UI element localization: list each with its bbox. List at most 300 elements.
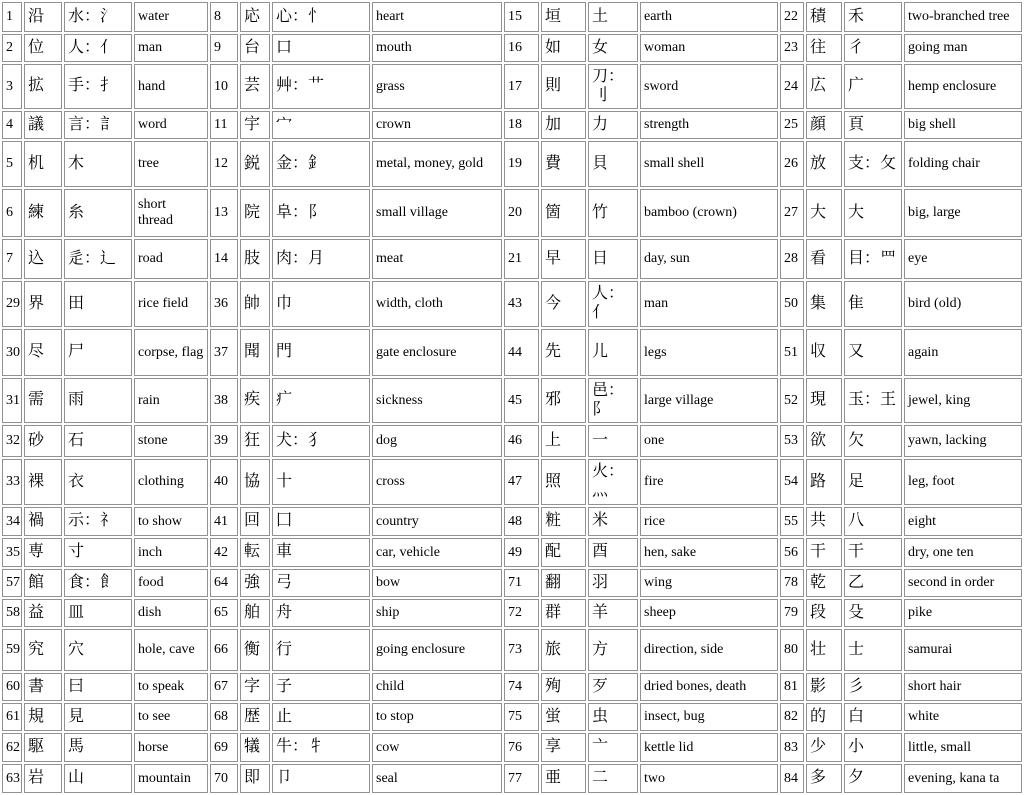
- entry-number-cell: 82: [780, 703, 804, 731]
- meaning-cell: short thread: [134, 189, 208, 237]
- meaning-cell: large village: [640, 378, 778, 423]
- meaning-cell: hen, sake: [640, 538, 778, 567]
- meaning-cell: word: [134, 111, 208, 139]
- example-kanji-cell: 回: [240, 507, 270, 536]
- entry-number-cell: 49: [504, 538, 539, 567]
- entry-number-cell: 6: [2, 189, 22, 237]
- radical-cell: 又: [844, 329, 902, 376]
- example-kanji-cell: 規: [24, 703, 62, 731]
- entry-number-cell: 75: [504, 703, 539, 731]
- example-kanji-cell: 影: [806, 673, 842, 701]
- example-kanji-cell: 込: [24, 239, 62, 279]
- radical-cell: 殳: [844, 599, 902, 627]
- radical-cell: 虫: [588, 703, 638, 731]
- radical-cell: 八: [844, 507, 902, 536]
- entry-number-cell: 48: [504, 507, 539, 536]
- entry-number-cell: 45: [504, 378, 539, 423]
- example-kanji-cell: 位: [24, 34, 62, 62]
- meaning-cell: again: [904, 329, 1022, 376]
- example-kanji-cell: 干: [806, 538, 842, 567]
- radical-cell: 支：攵: [844, 141, 902, 187]
- entry-number-cell: 57: [2, 569, 22, 597]
- radical-cell: 火：灬: [588, 459, 638, 505]
- meaning-cell: hand: [134, 64, 208, 109]
- example-kanji-cell: 欲: [806, 425, 842, 457]
- meaning-cell: dog: [372, 425, 502, 457]
- entry-number-cell: 5: [2, 141, 22, 187]
- entry-number-cell: 40: [210, 459, 238, 505]
- table-row: [2, 569, 1022, 597]
- example-kanji-cell: 看: [806, 239, 842, 279]
- entry-number-cell: 70: [210, 764, 238, 793]
- radical-cell: 大: [844, 189, 902, 237]
- meaning-cell: day, sun: [640, 239, 778, 279]
- example-kanji-cell: 犠: [240, 733, 270, 762]
- meaning-cell: direction, side: [640, 629, 778, 671]
- example-kanji-cell: 今: [541, 281, 586, 327]
- example-kanji-cell: 界: [24, 281, 62, 327]
- meaning-cell: water: [134, 2, 208, 32]
- example-kanji-cell: 共: [806, 507, 842, 536]
- meaning-cell: sword: [640, 64, 778, 109]
- radical-cell: 力: [588, 111, 638, 139]
- entry-number-cell: 66: [210, 629, 238, 671]
- example-kanji-cell: 先: [541, 329, 586, 376]
- meaning-cell: samurai: [904, 629, 1022, 671]
- radical-cell: 彳: [844, 34, 902, 62]
- radical-cell: 刀：刂: [588, 64, 638, 109]
- entry-number-cell: 17: [504, 64, 539, 109]
- entry-number-cell: 2: [2, 34, 22, 62]
- example-kanji-cell: 鋭: [240, 141, 270, 187]
- example-kanji-cell: 上: [541, 425, 586, 457]
- meaning-cell: food: [134, 569, 208, 597]
- meaning-cell: to see: [134, 703, 208, 731]
- entry-number-cell: 81: [780, 673, 804, 701]
- entry-number-cell: 26: [780, 141, 804, 187]
- example-kanji-cell: 字: [240, 673, 270, 701]
- example-kanji-cell: 尽: [24, 329, 62, 376]
- example-kanji-cell: 積: [806, 2, 842, 32]
- radical-cell: 二: [588, 764, 638, 793]
- radical-cell: 雨: [64, 378, 132, 423]
- radical-cell: 隹: [844, 281, 902, 327]
- entry-number-cell: 22: [780, 2, 804, 32]
- entry-number-cell: 7: [2, 239, 22, 279]
- radical-cell: 行: [272, 629, 370, 671]
- entry-number-cell: 39: [210, 425, 238, 457]
- meaning-cell: car, vehicle: [372, 538, 502, 567]
- example-kanji-cell: 歴: [240, 703, 270, 731]
- radical-cell: 一: [588, 425, 638, 457]
- entry-number-cell: 16: [504, 34, 539, 62]
- example-kanji-cell: 享: [541, 733, 586, 762]
- entry-number-cell: 24: [780, 64, 804, 109]
- meaning-cell: kettle lid: [640, 733, 778, 762]
- entry-number-cell: 76: [504, 733, 539, 762]
- radical-cell: 曰: [64, 673, 132, 701]
- example-kanji-cell: 裸: [24, 459, 62, 505]
- entry-number-cell: 47: [504, 459, 539, 505]
- radical-cell: 木: [64, 141, 132, 187]
- radical-cell: 山: [64, 764, 132, 793]
- entry-number-cell: 55: [780, 507, 804, 536]
- radical-cell: 女: [588, 34, 638, 62]
- example-kanji-cell: 路: [806, 459, 842, 505]
- entry-number-cell: 46: [504, 425, 539, 457]
- radical-cell: 艸：艹: [272, 64, 370, 109]
- radical-cell: 乙: [844, 569, 902, 597]
- entry-number-cell: 60: [2, 673, 22, 701]
- example-kanji-cell: 転: [240, 538, 270, 567]
- radical-cell: 口: [272, 34, 370, 62]
- entry-number-cell: 44: [504, 329, 539, 376]
- radical-cell: 犬：犭: [272, 425, 370, 457]
- example-kanji-cell: 台: [240, 34, 270, 62]
- radical-cell: 止: [272, 703, 370, 731]
- table-row: [2, 459, 1022, 505]
- example-kanji-cell: 配: [541, 538, 586, 567]
- radical-cell: 亠: [588, 733, 638, 762]
- meaning-cell: heart: [372, 2, 502, 32]
- table-row: [2, 34, 1022, 62]
- radical-cell: 田: [64, 281, 132, 327]
- meaning-cell: short hair: [904, 673, 1022, 701]
- example-kanji-cell: 箇: [541, 189, 586, 237]
- meaning-cell: going enclosure: [372, 629, 502, 671]
- example-kanji-cell: 早: [541, 239, 586, 279]
- table-row: [2, 64, 1022, 109]
- entry-number-cell: 11: [210, 111, 238, 139]
- entry-number-cell: 10: [210, 64, 238, 109]
- meaning-cell: bamboo (crown): [640, 189, 778, 237]
- meaning-cell: mouth: [372, 34, 502, 62]
- radicals-table-body: [2, 2, 1022, 793]
- radical-cell: 羽: [588, 569, 638, 597]
- example-kanji-cell: 加: [541, 111, 586, 139]
- radical-cell: 彡: [844, 673, 902, 701]
- radical-cell: 心：忄: [272, 2, 370, 32]
- example-kanji-cell: 練: [24, 189, 62, 237]
- radical-cell: 言：訁: [64, 111, 132, 139]
- radical-cell: 足: [844, 459, 902, 505]
- example-kanji-cell: 群: [541, 599, 586, 627]
- entry-number-cell: 77: [504, 764, 539, 793]
- meaning-cell: going man: [904, 34, 1022, 62]
- table-row: [2, 281, 1022, 327]
- radical-cell: 白: [844, 703, 902, 731]
- example-kanji-cell: 沿: [24, 2, 62, 32]
- example-kanji-cell: 翻: [541, 569, 586, 597]
- entry-number-cell: 52: [780, 378, 804, 423]
- radical-cell: 十: [272, 459, 370, 505]
- entry-number-cell: 35: [2, 538, 22, 567]
- entry-number-cell: 78: [780, 569, 804, 597]
- meaning-cell: to stop: [372, 703, 502, 731]
- entry-number-cell: 4: [2, 111, 22, 139]
- meaning-cell: sickness: [372, 378, 502, 423]
- table-row: [2, 111, 1022, 139]
- example-kanji-cell: 協: [240, 459, 270, 505]
- example-kanji-cell: 究: [24, 629, 62, 671]
- radical-cell: 頁: [844, 111, 902, 139]
- entry-number-cell: 54: [780, 459, 804, 505]
- example-kanji-cell: 壮: [806, 629, 842, 671]
- example-kanji-cell: 益: [24, 599, 62, 627]
- meaning-cell: dry, one ten: [904, 538, 1022, 567]
- entry-number-cell: 56: [780, 538, 804, 567]
- example-kanji-cell: 専: [24, 538, 62, 567]
- entry-number-cell: 29: [2, 281, 22, 327]
- meaning-cell: rain: [134, 378, 208, 423]
- meaning-cell: to show: [134, 507, 208, 536]
- radical-cell: 糸: [64, 189, 132, 237]
- meaning-cell: gate enclosure: [372, 329, 502, 376]
- radical-cell: 禾: [844, 2, 902, 32]
- example-kanji-cell: 如: [541, 34, 586, 62]
- table-row: [2, 239, 1022, 279]
- meaning-cell: strength: [640, 111, 778, 139]
- radical-cell: 手：扌: [64, 64, 132, 109]
- entry-number-cell: 27: [780, 189, 804, 237]
- example-kanji-cell: 禍: [24, 507, 62, 536]
- meaning-cell: eight: [904, 507, 1022, 536]
- table-row: [2, 189, 1022, 237]
- entry-number-cell: 50: [780, 281, 804, 327]
- meaning-cell: man: [640, 281, 778, 327]
- meaning-cell: tree: [134, 141, 208, 187]
- radical-cell: 玉：王: [844, 378, 902, 423]
- example-kanji-cell: 往: [806, 34, 842, 62]
- entry-number-cell: 21: [504, 239, 539, 279]
- entry-number-cell: 18: [504, 111, 539, 139]
- meaning-cell: bird (old): [904, 281, 1022, 327]
- meaning-cell: small village: [372, 189, 502, 237]
- meaning-cell: eye: [904, 239, 1022, 279]
- meaning-cell: evening, kana ta: [904, 764, 1022, 793]
- entry-number-cell: 67: [210, 673, 238, 701]
- entry-number-cell: 3: [2, 64, 22, 109]
- entry-number-cell: 59: [2, 629, 22, 671]
- example-kanji-cell: 段: [806, 599, 842, 627]
- meaning-cell: two: [640, 764, 778, 793]
- meaning-cell: mountain: [134, 764, 208, 793]
- meaning-cell: yawn, lacking: [904, 425, 1022, 457]
- radical-cell: 竹: [588, 189, 638, 237]
- example-kanji-cell: 蛍: [541, 703, 586, 731]
- radical-cell: 車: [272, 538, 370, 567]
- meaning-cell: width, cloth: [372, 281, 502, 327]
- entry-number-cell: 12: [210, 141, 238, 187]
- example-kanji-cell: 狂: [240, 425, 270, 457]
- example-kanji-cell: 放: [806, 141, 842, 187]
- meaning-cell: dried bones, death: [640, 673, 778, 701]
- entry-number-cell: 62: [2, 733, 22, 762]
- meaning-cell: man: [134, 34, 208, 62]
- example-kanji-cell: 帥: [240, 281, 270, 327]
- example-kanji-cell: 亜: [541, 764, 586, 793]
- entry-number-cell: 58: [2, 599, 22, 627]
- radical-cell: 辵：辶: [64, 239, 132, 279]
- meaning-cell: folding chair: [904, 141, 1022, 187]
- radical-cell: 士: [844, 629, 902, 671]
- meaning-cell: inch: [134, 538, 208, 567]
- table-row: [2, 2, 1022, 32]
- table-row: [2, 673, 1022, 701]
- meaning-cell: sheep: [640, 599, 778, 627]
- meaning-cell: corpse, flag: [134, 329, 208, 376]
- entry-number-cell: 37: [210, 329, 238, 376]
- meaning-cell: cow: [372, 733, 502, 762]
- radical-cell: 日: [588, 239, 638, 279]
- table-row: [2, 764, 1022, 793]
- meaning-cell: white: [904, 703, 1022, 731]
- meaning-cell: fire: [640, 459, 778, 505]
- entry-number-cell: 68: [210, 703, 238, 731]
- radical-cell: 羊: [588, 599, 638, 627]
- entry-number-cell: 9: [210, 34, 238, 62]
- meaning-cell: cross: [372, 459, 502, 505]
- entry-number-cell: 30: [2, 329, 22, 376]
- meaning-cell: earth: [640, 2, 778, 32]
- example-kanji-cell: 現: [806, 378, 842, 423]
- radical-cell: 人：亻: [588, 281, 638, 327]
- table-row: [2, 629, 1022, 671]
- radical-cell: 皿: [64, 599, 132, 627]
- entry-number-cell: 38: [210, 378, 238, 423]
- example-kanji-cell: 垣: [541, 2, 586, 32]
- table-row: [2, 425, 1022, 457]
- meaning-cell: to speak: [134, 673, 208, 701]
- radical-cell: 疒: [272, 378, 370, 423]
- meaning-cell: bow: [372, 569, 502, 597]
- example-kanji-cell: 大: [806, 189, 842, 237]
- meaning-cell: woman: [640, 34, 778, 62]
- entry-number-cell: 79: [780, 599, 804, 627]
- entry-number-cell: 64: [210, 569, 238, 597]
- entry-number-cell: 23: [780, 34, 804, 62]
- entry-number-cell: 84: [780, 764, 804, 793]
- meaning-cell: stone: [134, 425, 208, 457]
- entry-number-cell: 20: [504, 189, 539, 237]
- radical-cell: 目：罒: [844, 239, 902, 279]
- entry-number-cell: 63: [2, 764, 22, 793]
- meaning-cell: big shell: [904, 111, 1022, 139]
- radical-cell: 肉：月: [272, 239, 370, 279]
- radical-cell: 人：亻: [64, 34, 132, 62]
- radical-cell: 子: [272, 673, 370, 701]
- example-kanji-cell: 拡: [24, 64, 62, 109]
- entry-number-cell: 14: [210, 239, 238, 279]
- radical-cell: 干: [844, 538, 902, 567]
- radical-cell: 阜：阝: [272, 189, 370, 237]
- meaning-cell: road: [134, 239, 208, 279]
- radical-cell: 見: [64, 703, 132, 731]
- radical-cell: 囗: [272, 507, 370, 536]
- radical-cell: 米: [588, 507, 638, 536]
- entry-number-cell: 13: [210, 189, 238, 237]
- example-kanji-cell: 殉: [541, 673, 586, 701]
- meaning-cell: ship: [372, 599, 502, 627]
- entry-number-cell: 69: [210, 733, 238, 762]
- radical-cell: 土: [588, 2, 638, 32]
- radical-cell: 穴: [64, 629, 132, 671]
- radical-cell: 巾: [272, 281, 370, 327]
- table-row: [2, 703, 1022, 731]
- entry-number-cell: 1: [2, 2, 22, 32]
- example-kanji-cell: 館: [24, 569, 62, 597]
- example-kanji-cell: 肢: [240, 239, 270, 279]
- meaning-cell: seal: [372, 764, 502, 793]
- meaning-cell: dish: [134, 599, 208, 627]
- example-kanji-cell: 乾: [806, 569, 842, 597]
- example-kanji-cell: 粧: [541, 507, 586, 536]
- meaning-cell: second in order: [904, 569, 1022, 597]
- entry-number-cell: 83: [780, 733, 804, 762]
- meaning-cell: clothing: [134, 459, 208, 505]
- meaning-cell: hemp enclosure: [904, 64, 1022, 109]
- radical-cell: 石: [64, 425, 132, 457]
- example-kanji-cell: 議: [24, 111, 62, 139]
- example-kanji-cell: 机: [24, 141, 62, 187]
- radical-cell: 寸: [64, 538, 132, 567]
- meaning-cell: big, large: [904, 189, 1022, 237]
- meaning-cell: pike: [904, 599, 1022, 627]
- radical-cell: 牛：牜: [272, 733, 370, 762]
- example-kanji-cell: 砂: [24, 425, 62, 457]
- meaning-cell: insect, bug: [640, 703, 778, 731]
- radical-cell: 夕: [844, 764, 902, 793]
- entry-number-cell: 41: [210, 507, 238, 536]
- example-kanji-cell: 院: [240, 189, 270, 237]
- table-row: [2, 507, 1022, 536]
- radical-cell: 尸: [64, 329, 132, 376]
- entry-number-cell: 42: [210, 538, 238, 567]
- example-kanji-cell: 則: [541, 64, 586, 109]
- entry-number-cell: 19: [504, 141, 539, 187]
- radical-cell: 馬: [64, 733, 132, 762]
- radical-cell: 小: [844, 733, 902, 762]
- meaning-cell: horse: [134, 733, 208, 762]
- entry-number-cell: 25: [780, 111, 804, 139]
- entry-number-cell: 51: [780, 329, 804, 376]
- example-kanji-cell: 費: [541, 141, 586, 187]
- meaning-cell: leg, foot: [904, 459, 1022, 505]
- meaning-cell: country: [372, 507, 502, 536]
- radical-cell: 門: [272, 329, 370, 376]
- entry-number-cell: 61: [2, 703, 22, 731]
- entry-number-cell: 32: [2, 425, 22, 457]
- entry-number-cell: 73: [504, 629, 539, 671]
- radical-cell: 歹: [588, 673, 638, 701]
- meaning-cell: metal, money, gold: [372, 141, 502, 187]
- meaning-cell: legs: [640, 329, 778, 376]
- entry-number-cell: 43: [504, 281, 539, 327]
- table-row: [2, 599, 1022, 627]
- meaning-cell: hole, cave: [134, 629, 208, 671]
- radical-cell: 儿: [588, 329, 638, 376]
- example-kanji-cell: 宇: [240, 111, 270, 139]
- radical-cell: 弓: [272, 569, 370, 597]
- radical-cell: 衣: [64, 459, 132, 505]
- example-kanji-cell: 疾: [240, 378, 270, 423]
- example-kanji-cell: 駆: [24, 733, 62, 762]
- entry-number-cell: 31: [2, 378, 22, 423]
- table-row: [2, 538, 1022, 567]
- radical-cell: 方: [588, 629, 638, 671]
- radical-cell: 食：飠: [64, 569, 132, 597]
- entry-number-cell: 72: [504, 599, 539, 627]
